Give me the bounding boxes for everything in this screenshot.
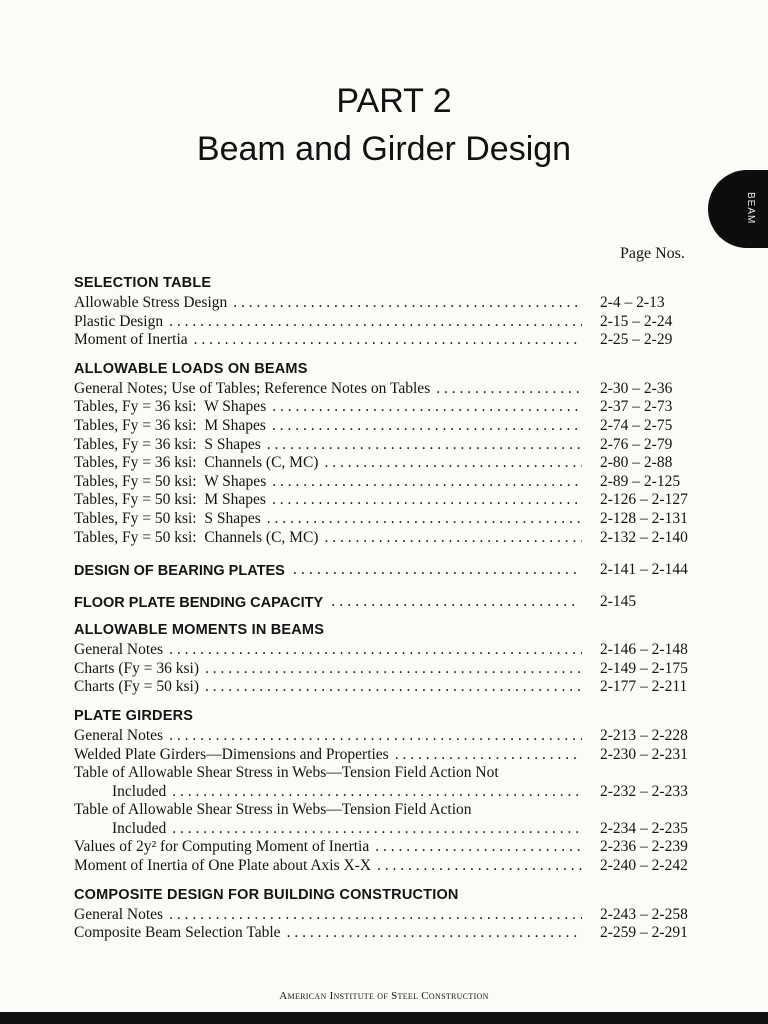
toc-entry-label: Tables, Fy = 36 ksi: W Shapes [74, 398, 267, 416]
dot-leader [172, 783, 582, 802]
toc-entry-label: Tables, Fy = 50 ksi: W Shapes [74, 472, 267, 490]
toc-entry-label: Moment of Inertia of One Plate about Axis X-X [74, 857, 372, 875]
toc-page-range: 2-25 – 2-29 [600, 331, 673, 349]
toc-entry [74, 380, 704, 399]
toc-page-range: 2-243 – 2-258 [600, 905, 688, 923]
bottom-rule [0, 1012, 768, 1024]
dot-leader [375, 838, 582, 857]
toc-entry [74, 783, 704, 802]
toc-entry-label: Table of Allowable Shear Stress in Webs—Tension Field Action [74, 801, 472, 819]
dot-leader [377, 857, 582, 876]
toc-page-range: 2-30 – 2-36 [600, 379, 673, 397]
toc-entry-label: Values of 2y² for Computing Moment of Inertia [74, 838, 370, 856]
dot-leader [169, 313, 582, 332]
toc-entry-label: Welded Plate Girders—Dimensions and Properties [74, 745, 389, 763]
toc-entry-label: Included [112, 782, 167, 800]
toc-section-heading: ALLOWABLE LOADS ON BEAMS [74, 360, 308, 377]
toc-page-range: 2-146 – 2-148 [600, 641, 688, 659]
dot-leader [169, 641, 582, 660]
toc-entry [74, 454, 704, 473]
dot-leader [293, 561, 580, 579]
toc-entry [74, 417, 704, 436]
toc-page-range: 2-213 – 2-228 [600, 726, 688, 744]
dot-leader [272, 491, 582, 510]
section-tab-label: BEAM [745, 192, 756, 225]
dot-leader [272, 398, 582, 417]
toc-entry [74, 764, 704, 783]
toc-section-heading: SELECTION TABLE [74, 275, 212, 291]
section-thumb-tab [708, 170, 768, 248]
toc-page-range: 2-234 – 2-235 [600, 819, 688, 837]
table-of-contents [74, 272, 704, 943]
toc-entry [74, 436, 704, 455]
toc-entry-label: General Notes [74, 726, 164, 744]
dot-leader [436, 380, 582, 399]
dot-leader [267, 436, 582, 455]
toc-entry [74, 331, 704, 350]
toc-entry-label: Included [112, 819, 167, 837]
dot-leader [331, 593, 580, 611]
toc-page-range: 2-177 – 2-211 [600, 678, 688, 696]
toc-page-range: 2-240 – 2-242 [600, 857, 688, 875]
toc-entry-label: Tables, Fy = 36 ksi: S Shapes [74, 435, 261, 453]
toc-entry [74, 857, 704, 876]
toc-entry [74, 801, 704, 820]
toc-page-range: 2-232 – 2-233 [600, 782, 688, 800]
toc-entry [74, 678, 704, 697]
toc-entry [74, 727, 704, 746]
dot-leader [324, 529, 582, 548]
toc-section-heading: COMPOSITE DESIGN FOR BUILDING CONSTRUCTION [74, 886, 459, 903]
page-nos-heading: Page Nos. [620, 245, 685, 262]
toc-entry-label: Tables, Fy = 50 ksi: S Shapes [74, 509, 261, 527]
toc-entry-label: Charts (Fy = 50 ksi) [74, 678, 199, 696]
toc-entry [74, 529, 704, 548]
toc-entry [74, 746, 704, 765]
toc-page-range: 2-145 [600, 593, 637, 611]
toc-section-heading: PLATE GIRDERS [74, 707, 194, 724]
toc-page-range: 2-259 – 2-291 [600, 924, 688, 942]
dot-leader [205, 660, 582, 679]
toc-entry [74, 906, 704, 925]
page-title: Beam and Girder Design [196, 130, 572, 168]
dot-leader [233, 294, 582, 313]
toc-entry [74, 820, 704, 839]
dot-leader [194, 331, 582, 350]
dot-leader [172, 820, 582, 839]
dot-leader [169, 906, 582, 925]
toc-entry [74, 924, 704, 943]
toc-entry [74, 641, 704, 660]
toc-section-entry [74, 585, 704, 611]
toc-page-range: 2-15 – 2-24 [600, 312, 673, 330]
toc-entry-label: Table of Allowable Shear Stress in Webs—Tension Field Action Not [74, 764, 499, 782]
toc-section-heading: ALLOWABLE MOMENTS IN BEAMS [74, 622, 325, 639]
toc-page-range: 2-4 – 2-13 [600, 294, 665, 311]
toc-page-range: 2-236 – 2-239 [600, 838, 688, 856]
toc-entry-label: Tables, Fy = 36 ksi: M Shapes [74, 416, 266, 434]
toc-entry-label: Moment of Inertia [74, 331, 188, 349]
dot-leader [287, 924, 582, 943]
toc-entry [74, 660, 704, 679]
dot-leader [205, 678, 582, 697]
dot-leader [267, 510, 582, 529]
toc-section-heading: DESIGN OF BEARING PLATES [74, 563, 285, 580]
toc-entry [74, 294, 704, 313]
dot-leader [324, 454, 582, 473]
toc-page-range: 2-80 – 2-88 [600, 454, 673, 472]
toc-page-range: 2-74 – 2-75 [600, 416, 673, 434]
toc-page-range: 2-128 – 2-131 [600, 509, 688, 527]
dot-leader [395, 746, 582, 765]
toc-entry-label: General Notes [74, 905, 164, 923]
dot-leader [272, 417, 582, 436]
publisher-footer: American Institute of Steel Construction [279, 990, 489, 1002]
part-number: PART 2 [336, 82, 452, 120]
toc-page-range: 2-76 – 2-79 [600, 435, 673, 453]
toc-entry-label: General Notes [74, 641, 164, 659]
toc-page-range: 2-126 – 2-127 [600, 491, 688, 509]
toc-entry [74, 510, 704, 529]
toc-section-heading: FLOOR PLATE BENDING CAPACITY [74, 595, 324, 612]
toc-entry-label: General Notes; Use of Tables; Reference Notes on Tables [74, 379, 431, 397]
toc-entry-label: Charts (Fy = 36 ksi) [74, 659, 199, 677]
toc-entry-label: Tables, Fy = 50 ksi: M Shapes [74, 491, 266, 509]
toc-entry-label: Composite Beam Selection Table [74, 924, 281, 942]
toc-entry [74, 398, 704, 417]
toc-page-range: 2-149 – 2-175 [600, 659, 688, 677]
toc-section-entry [74, 553, 704, 579]
toc-entry-label: Tables, Fy = 36 ksi: Channels (C, MC) [74, 454, 319, 472]
toc-entry-label: Allowable Stress Design [74, 294, 228, 311]
toc-page-range: 2-230 – 2-231 [600, 745, 688, 763]
dot-leader [272, 473, 582, 492]
toc-entry [74, 491, 704, 510]
toc-entry-label: Plastic Design [74, 312, 164, 330]
toc-entry [74, 313, 704, 332]
toc-entry [74, 473, 704, 492]
dot-leader [169, 727, 582, 746]
toc-page-range: 2-89 – 2-125 [600, 472, 681, 490]
toc-entry [74, 838, 704, 857]
toc-entry-label: Tables, Fy = 50 ksi: Channels (C, MC) [74, 528, 319, 546]
toc-page-range: 2-132 – 2-140 [600, 528, 688, 546]
toc-page-range: 2-37 – 2-73 [600, 398, 673, 416]
toc-page-range: 2-141 – 2-144 [600, 561, 688, 579]
